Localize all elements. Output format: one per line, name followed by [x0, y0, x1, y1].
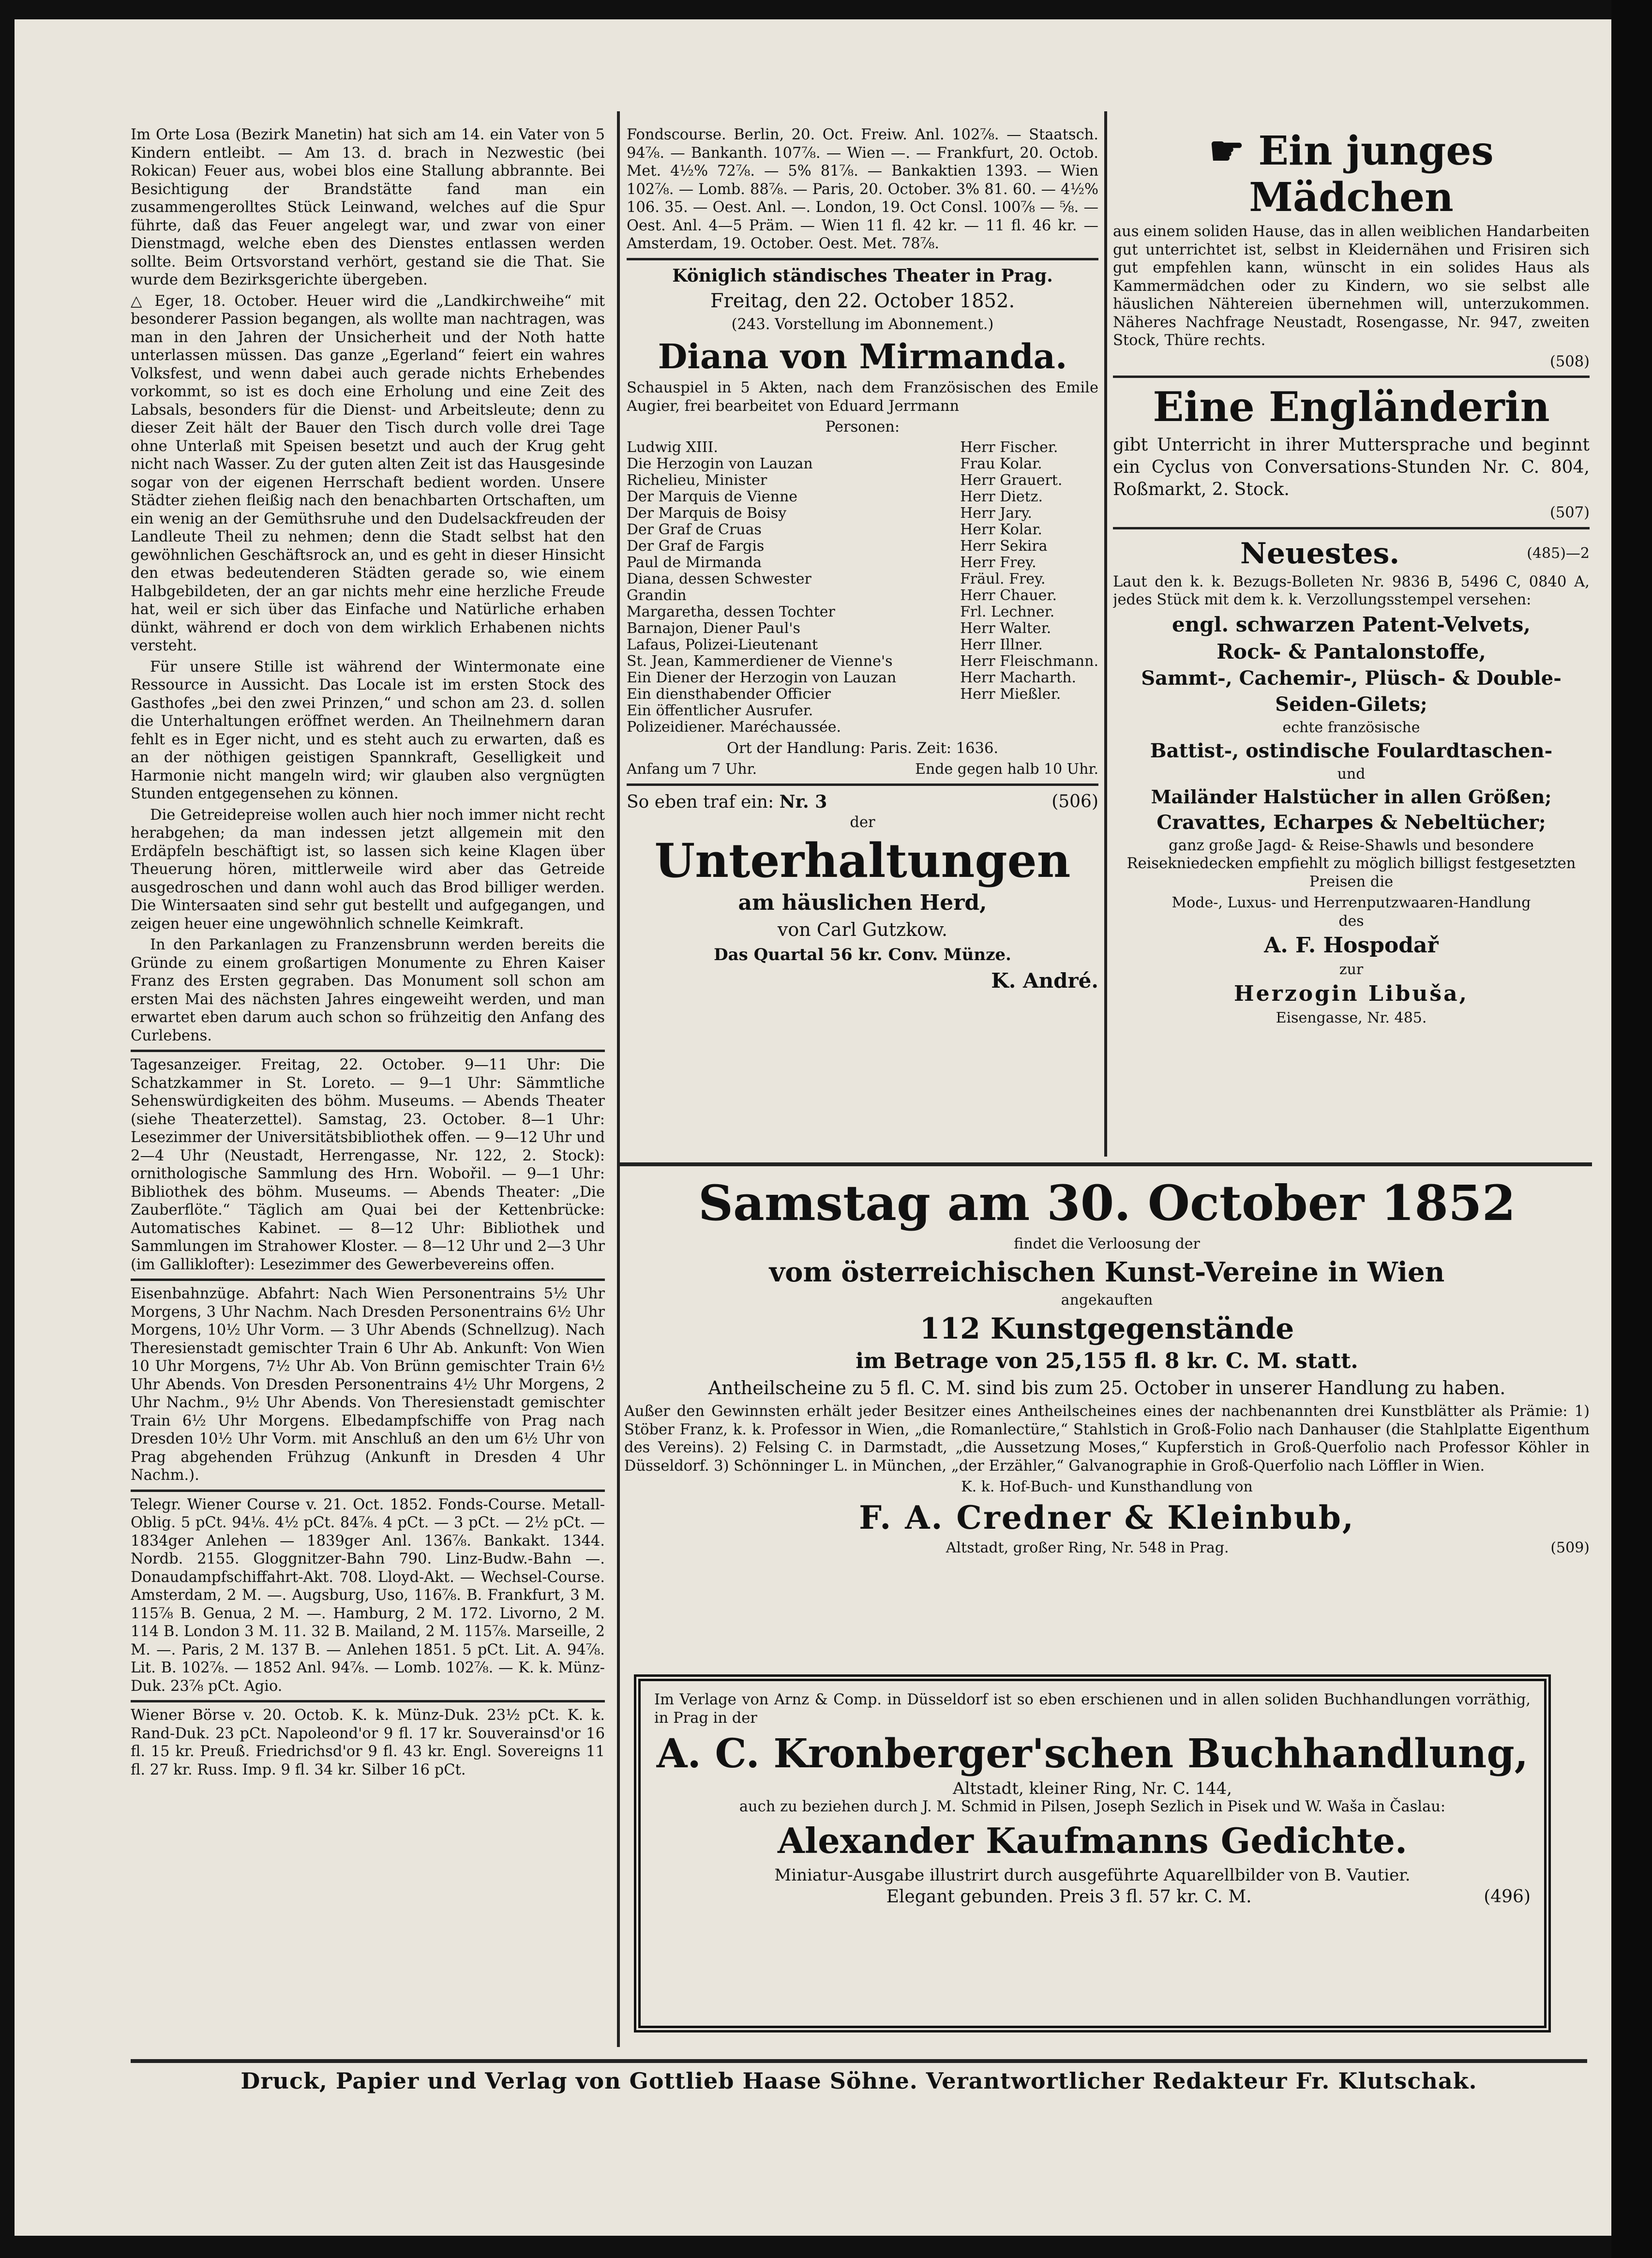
play-subtitle: Schauspiel in 5 Akten, nach dem Französischen des Emile Augier, frei bearbeitet von Eduard Jerrmann	[627, 379, 1098, 415]
ad-address: Altstadt, kleiner Ring, Nr. C. 144,	[953, 1779, 1232, 1798]
cast-row	[627, 571, 1098, 587]
cast-role: Die Herzogin von Lauzan	[627, 455, 813, 472]
ad-subtitle: am häuslichen Herd,	[738, 890, 987, 915]
cast-row	[627, 505, 1098, 522]
ad-number: (485)—2	[1527, 545, 1590, 562]
ad-headline: vom österreichischen Kunst-Vereine in Wien	[769, 1256, 1445, 1288]
play-setting: Ort der Handlung: Paris. Zeit: 1636.	[726, 739, 999, 757]
cast-actor: Herr Jary.	[960, 504, 1032, 522]
ad-number: (496)	[1484, 1886, 1531, 1907]
cast-role: Grandin	[627, 587, 687, 604]
ad-text: Mode-, Luxus- und Herrenputzwaaren-Handlung	[1171, 894, 1531, 911]
cast-row	[627, 522, 1098, 538]
cast-row	[627, 604, 1098, 620]
ad-item: Seiden-Gilets;	[1275, 692, 1427, 716]
wiener-boerse: Wiener Börse v. 20. Octob. K. k. Münz-Duk. 23½ pCt. K. k. Rand-Duk. 23 pCt. Napoleond'or 9 fl. 17 kr. Souverainsd'or 16 fl. 15 kr. Preuß. Friedrichsd'or 9 fl. 43 kr. Engl. Sovereigns 11 fl. 27 kr. Russ. Imp. 9 fl. 34 kr. Silber 16 pCt.	[131, 1700, 605, 1779]
ad-number: (507)	[1549, 504, 1590, 521]
book-ad-box	[634, 1674, 1551, 2032]
divider	[627, 258, 1098, 260]
ad-firm: Herzogin Libuša,	[1234, 981, 1469, 1006]
ad-price: Elegant gebunden. Preis 3 fl. 57 kr. C. M.	[886, 1886, 1252, 1907]
ad-number: (509)	[1550, 1539, 1590, 1556]
cast-actor: Frau Kolar.	[960, 455, 1042, 472]
ad-footer-row	[624, 1539, 1590, 1557]
cast-row	[627, 686, 1098, 703]
news-paragraph: △ Eger, 18. October. Heuer wird die „Landkirchweihe“ mit besonderer Passion begangen, als wollte man nachtragen, was man in den Jahren der Unsicherheit und der Noth hatte unterlassen müssen. Das ganze „Egerland“ feiert ein wahres Volksfest, und wenn dabei auch gerade nichts Erhebendes vorkommt, so ist es doch eine Erholung und eine Zeit des Labsals, besonders für die Dienst- und Arbeitsleute; denn zu dieser Zeit hält der Bauer den Tisch durch volle drei Tage ohne Unterlaß mit Speisen besetzt und auch der Krug geht nicht nach Wasser. Zu der guten alten Zeit ist das Hausgesinde sogar von der eigenen Herrschaft bedient worden. Unsere Städter ziehen fleißig nach den benachbarten Ortschaften, um ein wenig an der Gemüthsruhe und den Dudelsackfreuden der Landleute Theil zu nehmen; denn die Stadt selbst hat den gewöhnlichen Geschäftsrock an, und es geht in dieser Hinsicht den etwas bedeutenderen Städten gerade so, wie einem Halbgebildeten, der an gar nichts mehr eine herzliche Freude hat, weil er sich über das Einfache und Natürliche erhaben dünkt, während er doch von dem wirklich Erhabenen nichts versteht.	[131, 292, 605, 654]
ad-text: Miniatur-Ausgabe illustrirt durch ausgeführte Aquarellbilder von B. Vautier.	[774, 1865, 1411, 1885]
ad-header-row	[1113, 534, 1590, 573]
ad-text: findet die Verloosung der	[1014, 1235, 1200, 1252]
cast-actor: Fräul. Frey.	[960, 570, 1046, 587]
ad-text: K. k. Hof-Buch- und Kunsthandlung von	[961, 1478, 1253, 1495]
scan-edge	[1611, 0, 1652, 2258]
ad-text: So eben traf ein:	[627, 792, 774, 812]
ad-body: gibt Unterricht in ihrer Muttersprache und beginnt ein Cyclus von Conversations-Stunden Nr. C. 804, Roßmarkt, 2. Stock.	[1113, 435, 1590, 499]
theater-head: Königlich ständisches Theater in Prag.	[672, 265, 1053, 286]
ad-address: Eisengasse, Nr. 485.	[1276, 1009, 1427, 1026]
ad-item: Sammt-, Cachemir-, Plüsch- & Double-	[1141, 666, 1562, 690]
cast-role: Polizeidiener. Maréchaussée.	[627, 718, 841, 736]
ad-text: und	[1337, 765, 1366, 783]
news-paragraph: Für unsere Stille ist während der Wintermonate eine Ressource in Aussicht. Das Locale ist im ersten Stock des Gasthofes „bei den zwei Prinzen,“ und schon am 23. d. sollen die Unterhaltungen eröffnet werden. An Theilnehmern daran fehlt es in Eger nicht, und es steht auch zu erwarten, daß es an der nöthigen geistigen Spannkraft, Geselligkeit und Harmonie nicht mangeln wird; wir glauben also vergnügten Stunden entgegensehen zu können.	[131, 658, 605, 802]
newspaper-page	[15, 19, 1611, 2236]
news-paragraph: In den Parkanlagen zu Franzensbrunn werden bereits die Gründe zu einem großartigen Monumente zu Ehren Kaiser Franz des Ersten gegraben. Das Monument soll schon am ersten Mai des nächsten Jahres eingeweiht werden, und man erwartet eben darum auch schon so frühzeitig den Anfang des Curlebens.	[131, 936, 605, 1044]
cast-role: Diana, dessen Schwester	[627, 570, 811, 587]
cast-role: Ludwig XIII.	[627, 438, 718, 456]
ad-headline: im Betrage von 25,155 fl. 8 kr. C. M. statt.	[856, 1349, 1358, 1373]
cast-row	[627, 587, 1098, 604]
ad-headline: Unterhaltungen	[654, 833, 1071, 888]
cast-role: Der Graf de Cruas	[627, 521, 762, 538]
cast-row	[627, 620, 1098, 637]
ad-item: Cravattes, Echarpes & Nebeltücher;	[1156, 811, 1546, 834]
divider	[1113, 527, 1590, 529]
imprint-footer: Druck, Papier und Verlag von Gottlieb Haase Söhne. Verantwortlicher Redakteur Fr. Klutschak.	[131, 2059, 1587, 2094]
cast-role: Ein diensthabender Officier	[627, 685, 831, 703]
cast-actor	[955, 703, 1098, 719]
play-start: Anfang um 7 Uhr.	[627, 761, 757, 778]
issue-number: Nr. 3	[779, 792, 827, 812]
cast-actor: Herr Frey.	[960, 554, 1036, 571]
cast-actor: Herr Dietz.	[960, 488, 1043, 505]
ad-item: Mailänder Halstücher in allen Größen;	[1151, 785, 1552, 808]
cast-actor: Herr Sekira	[960, 537, 1048, 555]
divider	[1113, 376, 1590, 378]
cast-header: Personen:	[825, 419, 900, 436]
cast-role: St. Jean, Kammerdiener de Vienne's	[627, 652, 893, 670]
ad-headline	[1113, 128, 1590, 221]
column-ads	[1113, 126, 1590, 1166]
cast-actor: Herr Grauert.	[960, 471, 1063, 489]
ad-line	[627, 791, 1098, 813]
ad-footer-row	[654, 1886, 1531, 1908]
ad-number: (506)	[1051, 792, 1098, 812]
ad-body: Laut den k. k. Bezugs-Bolleten Nr. 9836 B, 5496 C, 0840 A, jedes Stück mit dem k. k. Verzollungsstempel versehen:	[1113, 573, 1590, 608]
cast-actor: Herr Illner.	[960, 636, 1043, 653]
telegr-course: Telegr. Wiener Course v. 21. Oct. 1852. Fonds-Course. Metall-Oblig. 5 pCt. 94⅛. 4½ pCt. 84⅞. 4 pCt. — 3 pCt. — 2½ pCt. — 1834ger Anlehen — 1839ger Anl. 136⅞. Bankakt. 1344. Nordb. 2155. Gloggnitzer-Bahn 790. Linz-Budw.-Bahn —. Donaudampfschiffahrt-Akt. 708. Lloyd-Akt. — Wechsel-Course. Amsterdam, 2 M. —. Augsburg, Uso, 116⅞. B. Frankfurt, 3 M. 115⅞ B. Genua, 2 M. —. Hamburg, 2 M. 172. Livorno, 2 M. 114 B. London 3 M. 11. 32 B. Mailand, 2 M. 115⅞. Marseille, 2 M. —. Paris, 2 M. 137 B. — Anlehen 1851. 5 pCt. Lit. A. 94⅞. Lit. B. 102⅞. — 1852 Anl. 94⅞. — Lomb. 102⅞. — K. k. Münz-Duk. 23⅞ pCt. Agio.	[131, 1490, 605, 1696]
ad-firm: A. C. Kronberger'schen Buchhandlung,	[656, 1731, 1529, 1777]
ad-author: von Carl Gutzkow.	[777, 918, 948, 940]
ad-text: des	[1338, 913, 1364, 930]
pointing-hand-icon: ☛	[1209, 128, 1259, 174]
ad-text: echte französische	[1282, 719, 1420, 736]
divider	[627, 783, 1098, 786]
ad-body: Im Verlage von Arnz & Comp. in Düsseldorf ist so eben erschienen und in allen soliden Buchhandlungen vorräthig, in Prag in der	[654, 1691, 1531, 1727]
ad-body: aus einem soliden Hause, das in allen weiblichen Handarbeiten gut unterrichtet ist, selbst in Kleidernähen und Frisiren sich gut empfehlen kann, wünscht in ein solides Haus als Kammermädchen oder zu Kindern, wo sie selbst alle häuslichen Nähtereien übernehmen will, unterzukommen. Näheres Nachfrage Neustadt, Rosengasse, Nr. 947, zweiten Stock, Thüre rechts.	[1113, 223, 1590, 349]
cast-table	[627, 439, 1098, 736]
cast-row	[627, 489, 1098, 505]
column-rule	[617, 111, 620, 2047]
cast-actor: Herr Mießler.	[960, 685, 1061, 703]
cast-actor: Herr Chauer.	[960, 587, 1057, 604]
ad-text: zur	[1339, 961, 1364, 978]
cast-role: Barnajon, Diener Paul's	[627, 619, 800, 637]
cast-actor: Frl. Lechner.	[960, 603, 1055, 620]
play-times	[627, 760, 1098, 779]
news-paragraph: Die Getreidepreise wollen auch hier noch immer nicht recht herabgehen; da man indessen jetzt allgemein mit den Erdäpfeln beschäftigt ist, so lassen sich keine Klagen über Theuerung hören, mittlerweile wird aber das Getreide ausgedroschen und dann wohl auch das Brod billiger werden. Die Wintersaaten sind sehr gut bestellt und aufgegangen, und zeigen heuer eine ungewöhnlich schnelle Keimkraft.	[131, 806, 605, 933]
book-title: Alexander Kaufmanns Gedichte.	[777, 1820, 1408, 1861]
ad-price: Das Quartal 56 kr. Conv. Münze.	[714, 945, 1011, 964]
cast-row	[627, 538, 1098, 555]
cast-row	[627, 472, 1098, 489]
ad-signature: K. André.	[991, 968, 1098, 993]
fondscourse: Fondscourse. Berlin, 20. Oct. Freiw. Anl. 102⅞. — Staatsch. 94⅞. — Bankanth. 107⅞. — Wien —. — Frankfurt, 20. Octob. Met. 4½% 72⅞. — 5% 81⅞. — Bankaktien 1393. — Wien 102⅞. — Lomb. 88⅞. — Paris, 20. October. 3% 81. 60. — 4½% 106. 35. — Oest. Anl. —. London, 19. Oct Consl. 100⅞ — ⅝. — Oest. Anl. 4—5 Präm. — Wien 11 fl. 42 kr. — 11 fl. 46 kr. — Amsterdam, 19. October. Oest. Met. 78⅞.	[627, 126, 1098, 252]
lottery-ad	[624, 1171, 1590, 1655]
cast-role: Ein Diener der Herzogin von Lauzan	[627, 669, 897, 686]
cast-role: Der Marquis de Vienne	[627, 488, 798, 505]
cast-role: Der Marquis de Boisy	[627, 504, 787, 522]
cast-row	[627, 719, 1098, 736]
cast-role: Richelieu, Minister	[627, 471, 767, 489]
cast-role: Paul de Mirmanda	[627, 554, 762, 571]
cast-role: Margaretha, dessen Tochter	[627, 603, 835, 620]
ad-body: Antheilscheine zu 5 fl. C. M. sind bis zum 25. October in unserer Handlung zu haben.	[708, 1377, 1506, 1399]
ad-number: (508)	[1549, 353, 1590, 370]
cast-actor	[955, 719, 1098, 736]
tagesanzeiger: Tagesanzeiger. Freitag, 22. October. 9—11 Uhr: Die Schatzkammer in St. Loreto. — 9—1 Uhr: Sämmtliche Sehenswürdigkeiten des böhm. Museums. — Abends Theater (siehe Theaterzettel). Samstag, 23. October. 8—1 Uhr: Lesezimmer der Universitätsbibliothek offen. — 9—12 Uhr und 2—4 Uhr (Neustadt, Herrengasse, Nr. 122, 2. Stock): ornithologische Sammlung des Hrn. Wobořil. — 9—1 Uhr: Bibliothek des böhm. Museums. — Abends Theater: „Die Zauberflöte.“ Täglich am Quai bei der Kettenbrücke: Automatisches Kabinet. — 8—12 Uhr: Bibliothek und Sammlungen im Strahower Kloster. — 8—12 Uhr und 2—3 Uhr (im Galliklofter): Lesezimmer des Gewerbevereins offen.	[131, 1050, 605, 1274]
cast-row	[627, 670, 1098, 686]
ad-firm: F. A. Credner & Kleinbub,	[859, 1499, 1355, 1536]
theater-date: Freitag, den 22. October 1852.	[710, 289, 1015, 312]
cast-actor: Herr Kolar.	[960, 521, 1042, 538]
ad-text: der	[850, 814, 875, 831]
ad-body: auch zu beziehen durch J. M. Schmid in Pilsen, Joseph Sezlich in Pisek und W. Waša in Časlau:	[739, 1798, 1446, 1815]
cast-role: Ein öffentlicher Ausrufer.	[627, 702, 813, 719]
eisenbahnzuege: Eisenbahnzüge. Abfahrt: Nach Wien Personentrains 5½ Uhr Morgens, 3 Uhr Nachm. Nach Dresden Personentrains 6½ Uhr Morgens, 10½ Uhr Vorm. — 3 Uhr Abends (Schnellzug). Nach Theresienstadt gemischter Train 6 Uhr Ab. Ankunft: Von Wien 10 Uhr Morgens, 7½ Uhr Ab. Von Brünn gemischter Train 6½ Uhr Abends. Von Dresden Personentrains 4½ Uhr Morgens, 2 Uhr Nachm., 9½ Uhr Abends. Von Theresienstadt gemischter Train 6½ Uhr Morgens. Elbedampfschiffe von Prag nach Dresden 10½ Uhr Vorm. mit Anschluß an den um 6½ Uhr von Prag abgehenden Frühzug (Ankunft in Dresden 4 Uhr Nachm.).	[131, 1279, 605, 1485]
news-paragraph: Im Orte Losa (Bezirk Manetin) hat sich am 14. ein Vater von 5 Kindern entleibt. — Am 13. d. brach in Nezwestic (bei Rokican) Feuer aus, wobei blos eine Stallung abbrannte. Bei Besichtigung der Brandstätte fand man ein zusammengerolltes Stück Leinwand, welches auf die Spur führte, daß das Feuer angelegt war, und zwar von einer Dienstmagd, welche eben des Dienstes entlassen werden sollte. Beim Ortsvorstand verhört, gestand sie die That. Sie wurde dem Bezirksgerichte übergeben.	[131, 126, 605, 288]
cast-actor: Herr Walter.	[960, 619, 1051, 637]
play-title: Diana von Mirmanda.	[658, 336, 1067, 376]
ad-headline: Samstag am 30. October 1852	[698, 1174, 1516, 1232]
cast-actor: Herr Fischer.	[960, 438, 1058, 456]
ad-body: Außer den Gewinnsten erhält jeder Besitzer eines Antheilscheines eines der nachbenannten drei Kunstblätter als Prämie: 1) Stöber Franz, k. k. Professor in Wien, „die Romanlectüre,“ Stahlstich in Groß-Folio nach Danhauser (die Stahlplatte Eigenthum des Vereins). 2) Felsing C. in Darmstadt, „die Aussetzung Moses,“ Kupferstich in Groß-Querfolio nach Professor Köhler in Düsseldorf. 3) Schönninger L. in München, „der Erzähler,“ Galvanographie in Groß-Querfolio nach Löffler in Wien.	[624, 1403, 1590, 1475]
column-news	[131, 126, 605, 2062]
ad-item: Battist-, ostindische Foulardtaschen-	[1150, 739, 1553, 762]
ad-item: engl. schwarzen Patent-Velvets,	[1171, 612, 1531, 636]
ad-headline: 112 Kunstgegenstände	[919, 1312, 1294, 1346]
ad-headline: Neuestes.	[1240, 536, 1400, 571]
ad-headline: Eine Engländerin	[1153, 383, 1550, 431]
play-end: Ende gegen halb 10 Uhr.	[915, 761, 1098, 778]
ad-item: Rock- & Pantalonstoffe,	[1216, 639, 1486, 663]
ad-text: angekauften	[1061, 1292, 1153, 1309]
cast-row	[627, 703, 1098, 719]
ad-body: ganz große Jagd- & Reise-Shawls und besondere Reisekniedecken empfiehlt zu möglich billigst festgesetzten Preisen die	[1126, 837, 1576, 890]
ad-headline-text: Ein junges Mädchen	[1249, 128, 1494, 221]
cast-role: Der Graf de Fargis	[627, 537, 765, 555]
cast-row	[627, 439, 1098, 456]
cast-row	[627, 653, 1098, 670]
cast-role: Lafaus, Polizei-Lieutenant	[627, 636, 818, 653]
column-theater	[627, 126, 1098, 1166]
column-rule	[1104, 111, 1107, 1157]
theater-note: (243. Vorstellung im Abonnement.)	[731, 316, 994, 333]
cast-actor: Herr Macharth.	[960, 669, 1077, 686]
cast-row	[627, 555, 1098, 571]
cast-actor: Herr Fleischmann.	[960, 652, 1098, 670]
ad-firm: A. F. Hospodař	[1264, 933, 1439, 958]
cast-row	[627, 637, 1098, 653]
cast-row	[627, 456, 1098, 472]
ad-address: Altstadt, großer Ring, Nr. 548 in Prag.	[946, 1539, 1229, 1556]
